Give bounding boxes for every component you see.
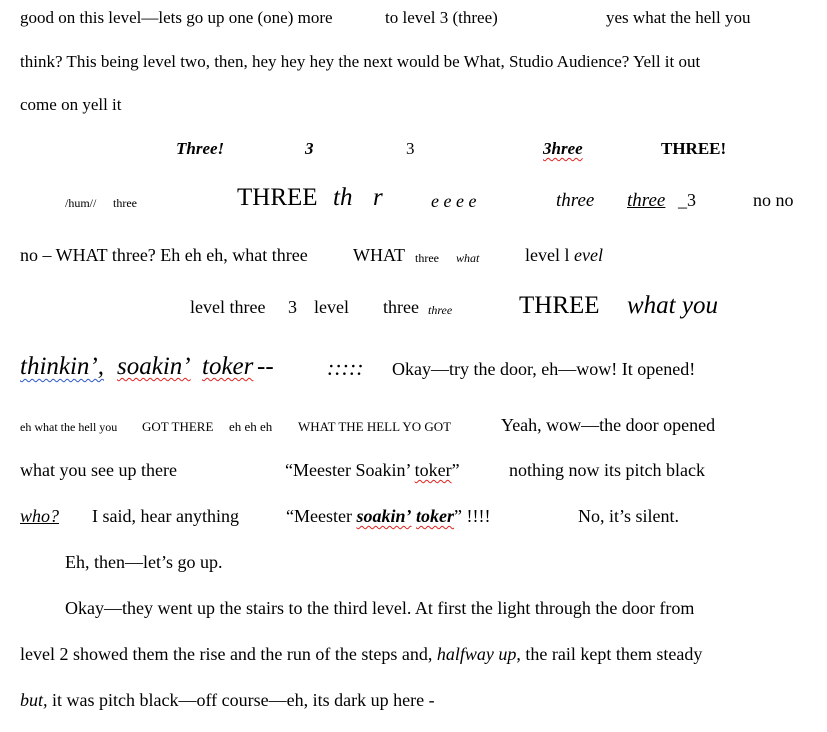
- misspelled-word: 3hree: [543, 139, 583, 158]
- misspelled-word: toker: [414, 460, 452, 480]
- doc-text: three: [415, 251, 439, 265]
- doc-text: e e e e: [431, 191, 477, 211]
- doc-line-3: [0, 95, 827, 135]
- doc-text: Okay—try the door, eh—wow! It opened!: [392, 359, 696, 379]
- doc-text: eh what the hell you: [20, 420, 118, 434]
- doc-text: eh eh eh: [229, 419, 273, 434]
- doc-text: good on this level—lets go up one (one) more: [20, 8, 333, 27]
- doc-text: what you: [627, 292, 718, 319]
- doc-line-8: [0, 353, 827, 393]
- doc-text: I said, hear anything: [92, 506, 239, 526]
- doc-text: THREE: [519, 292, 600, 319]
- misspelled-word: soakin’: [117, 353, 191, 380]
- quote-part: ” !!!!: [453, 506, 491, 526]
- doc-text: :::::: [327, 355, 364, 380]
- text-run: but,: [20, 690, 48, 710]
- text-run: it was pitch black—off course—eh, its dark up here -: [47, 690, 435, 710]
- doc-line-13: [0, 598, 827, 638]
- doc-text: [20, 644, 702, 665]
- doc-text: Yeah, wow—the door opened: [501, 415, 716, 435]
- doc-line-9: [0, 414, 827, 454]
- doc-text: 3: [406, 139, 415, 158]
- doc-line-12: [0, 552, 827, 592]
- doc-text: THREE!: [661, 139, 727, 158]
- doc-text: level: [314, 297, 349, 317]
- doc-text: three: [556, 190, 595, 211]
- doc-text: 3: [288, 297, 297, 317]
- quote-part: ”: [451, 460, 460, 480]
- doc-text: think? This being level two, then, hey hey hey the next would be What, Studio Audience? Yell it out: [20, 52, 701, 71]
- doc-text: THREE: [237, 184, 318, 211]
- doc-text: Okay—they went up the stairs to the third level. At first the light through the door from: [65, 598, 695, 618]
- doc-text: WHAT THE HELL YO GOT: [298, 419, 452, 434]
- doc-text: to level 3 (three): [385, 8, 498, 27]
- doc-text: yes what the hell you: [606, 8, 751, 27]
- doc-text: No, it’s silent.: [578, 506, 680, 526]
- doc-text: r: [373, 184, 383, 211]
- doc-text: no no: [753, 190, 794, 210]
- misspelled-word: toker: [202, 353, 254, 380]
- doc-text: no – WHAT three? Eh eh eh, what three: [20, 245, 308, 265]
- doc-text: 3: [305, 139, 314, 158]
- doc-line-7: [0, 292, 827, 332]
- grammar-flagged-word: thinkin’,: [20, 353, 105, 380]
- doc-text: [285, 460, 460, 481]
- doc-text: WHAT: [353, 245, 405, 265]
- doc-text: [20, 690, 435, 711]
- doc-text: /hum//: [65, 196, 97, 210]
- quote-part: “Meester Soakin’: [285, 460, 415, 480]
- doc-line-11: [0, 506, 827, 546]
- quote-part: “Meester: [286, 506, 357, 526]
- doc-line-1: [0, 8, 827, 48]
- doc-line-15: [0, 690, 827, 730]
- doc-line-10: [0, 460, 827, 500]
- doc-text: --: [257, 353, 274, 380]
- doc-line-5: [0, 184, 827, 224]
- doc-text: Three!: [176, 139, 225, 158]
- doc-line-4: [0, 139, 827, 179]
- doc-text: three: [428, 303, 453, 317]
- doc-text: come on yell it: [20, 95, 122, 114]
- doc-text: who?: [20, 506, 60, 526]
- doc-text: three: [627, 190, 666, 211]
- doc-text: what: [456, 251, 480, 265]
- doc-line-2: [0, 52, 827, 92]
- doc-text: th: [333, 184, 353, 211]
- doc-text: level l: [525, 245, 570, 265]
- doc-text: nothing now its pitch black: [509, 460, 705, 480]
- doc-text: three: [383, 297, 419, 317]
- text-run: , the rail kept them steady: [516, 644, 703, 664]
- misspelled-word: soakin’: [356, 506, 412, 526]
- doc-text: evel: [574, 245, 603, 265]
- doc-line-6: [0, 245, 827, 285]
- text-run: halfway up: [436, 644, 517, 664]
- doc-line-14: [0, 644, 827, 684]
- doc-text: level three: [190, 297, 266, 317]
- text-run: level 2 showed them the rise and the run of the steps and,: [20, 644, 437, 664]
- doc-text: what you see up there: [20, 460, 177, 480]
- misspelled-word: toker: [415, 506, 454, 526]
- doc-text: [286, 506, 490, 527]
- doc-text: Eh, then—let’s go up.: [65, 552, 223, 572]
- doc-text: three: [113, 196, 137, 210]
- doc-text: _3: [678, 190, 696, 210]
- doc-text: GOT THERE: [142, 419, 214, 434]
